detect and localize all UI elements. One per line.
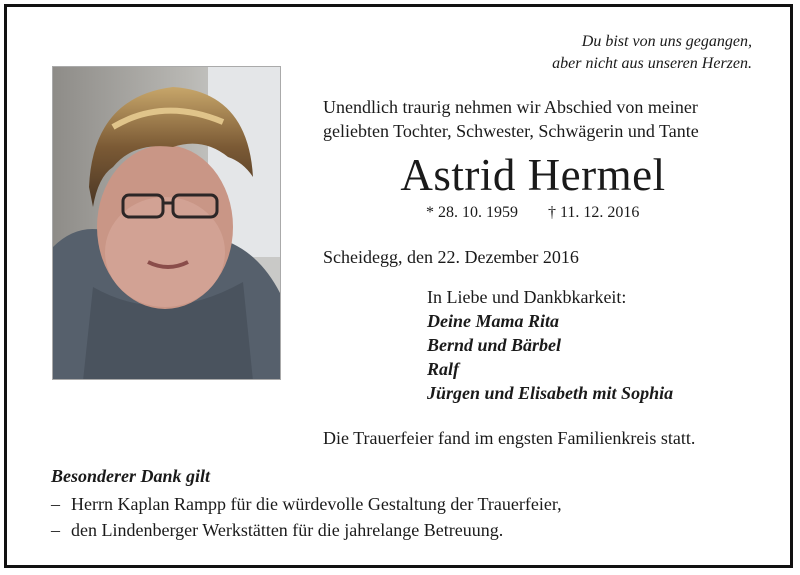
thanks-item-text: den Lindenberger Werkstätten für die jahrelange Betreuung. (71, 520, 504, 540)
quote-line: aber nicht aus unseren Herzen. (552, 55, 752, 72)
intro-text (323, 95, 699, 143)
intro-line: Unendlich traurig nehmen wir Abschied von meiner (323, 97, 698, 117)
place-and-date: Scheidegg, den 22. Dezember 2016 (323, 247, 579, 267)
mourner-name: Ralf (427, 359, 460, 379)
life-dates (426, 203, 639, 223)
intro-line: geliebten Tochter, Schwester, Schwägerin und Tante (323, 121, 699, 141)
portrait-photo (52, 66, 281, 380)
thanks-item (51, 492, 562, 516)
deceased-name: Astrid Hermel (400, 150, 666, 200)
memorial-quote (552, 31, 752, 75)
mourner-name: Bernd und Bärbel (427, 335, 562, 355)
mourners-block (427, 285, 673, 405)
thanks-heading: Besonderer Dank gilt (51, 466, 211, 486)
thanks-block (51, 464, 562, 544)
mourners-heading: In Liebe und Dankbkarkeit: (427, 287, 627, 307)
dash-bullet: – (51, 494, 60, 514)
birth-date: * 28. 10. 1959 (426, 204, 518, 221)
thanks-item-text: Herrn Kaplan Rampp für die würdevolle Gestaltung der Trauerfeier, (71, 494, 562, 514)
quote-line: Du bist von uns gegangen, (581, 33, 752, 50)
dash-bullet: – (51, 520, 60, 540)
thanks-item (51, 518, 562, 542)
mourner-name: Deine Mama Rita (427, 311, 560, 331)
death-date: † 11. 12. 2016 (548, 204, 640, 221)
funeral-note: Die Trauerfeier fand im engsten Familienkreis statt. (323, 428, 696, 448)
mourner-name: Jürgen und Elisabeth mit Sophia (427, 383, 674, 403)
